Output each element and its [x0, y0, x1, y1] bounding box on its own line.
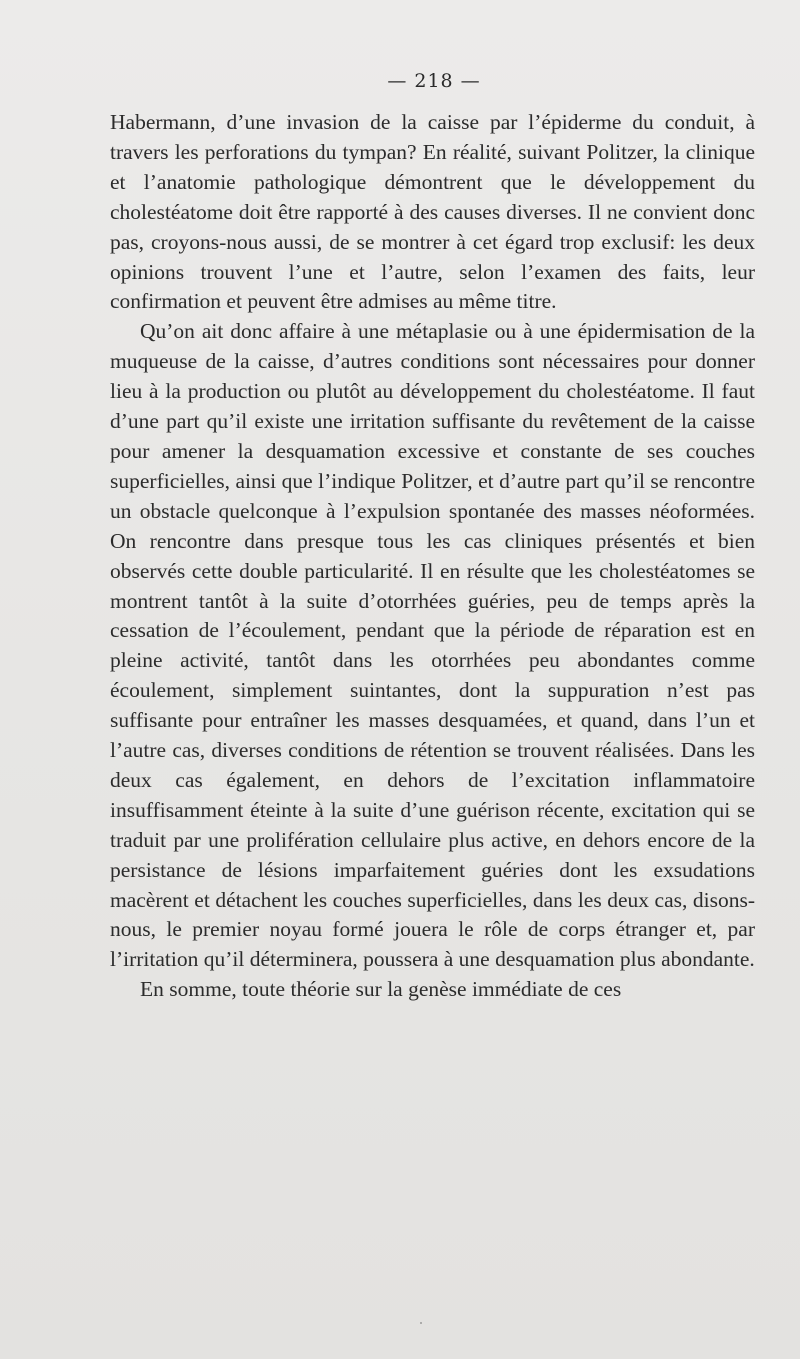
page-body	[110, 108, 755, 1005]
page-number: — 218 —	[387, 70, 481, 92]
paragraph-1: Habermann, d’une invasion de la caisse par l’épiderme du conduit, à travers les perforations du tympan? En réalité, suivant Politzer, la clinique et l’anatomie pathologique démontrent que le développement du cholestéatome doit être rapporté à des causes diverses. Il ne convient donc pas, croyons-nous aussi, de se montrer à cet égard trop exclusif: les deux opinions trouvent l’une et l’autre, selon l’examen des faits, leur confirmation et peuvent être admises au même titre.	[110, 110, 755, 314]
paragraph-3: En somme, toute théorie sur la genèse immédiate de ces	[140, 977, 622, 1002]
paper-speck	[420, 1322, 422, 1324]
paragraph-2: Qu’on ait donc affaire à une métaplasie ou à une épidermisation de la muqueuse de la caisse, d’autres conditions sont nécessaires pour donner lieu à la production ou plutôt au développement du cholestéatome. Il faut d’une part qu’il existe une irritation suffisante du revêtement de la caisse pour amener la desquamation excessive et constante de ses couches superficielles, ainsi que l’indique Politzer, et d’autre part qu’il se rencontre un obstacle quelconque à l’expulsion spontanée des masses néoformées. On rencontre dans presque tous les cas cliniques présentés et bien observés cette double particularité. Il en résulte que les cholestéatomes se montrent tantôt à la suite d’otorrhées guéries, peu de temps après la cessation de l’écoulement, pendant que la période de réparation est en pleine activité, tantôt dans les otorrhées peu abondantes comme écoulement, simplement suintantes, dont la suppuration n’est pas suffisante pour entraîner les masses desquamées, et quand, dans l’un et l’autre cas, diverses conditions de rétention se trouvent réalisées. Dans les deux cas également, en dehors de l’excitation inflammatoire insuffisamment éteinte à la suite d’une guérison récente, excitation qui se traduit par une prolifération cellulaire plus active, en dehors encore de la persistance de lésions imparfaitement guéries dont les exsudations macèrent et détachent les couches superficielles, dans les deux cas, disons-nous, le premier noyau formé jouera le rôle de corps étranger et, par l’irritation qu’il déterminera, poussera à une desquamation plus abondante.	[110, 319, 755, 972]
